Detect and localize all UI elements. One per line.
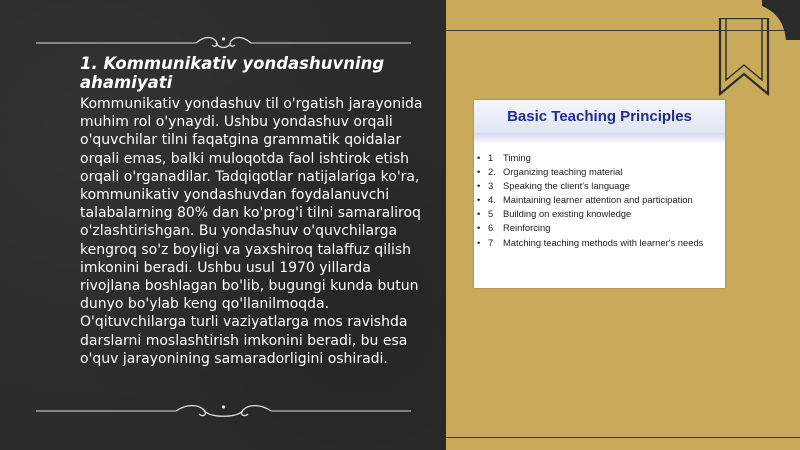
item-text: Timing [503,152,531,163]
bullet-icon: • [477,222,481,234]
item-text: Maintaining learner attention and participation [503,194,693,206]
item-text: Building on existing knowledge [503,208,632,220]
item-number: 3 [488,180,494,192]
bullet-icon: • [477,236,481,248]
bullet-icon: • [477,152,481,163]
item-number: 7 [488,236,494,248]
principles-list [474,152,719,251]
list-item [474,194,719,206]
slide-body-text: Kommunikativ yondashuv til o'rgatish jarayonida muhim rol o'ynaydi. Ushbu yondashuv orqali o'quvchilar tilni faqatgina grammatik qoidalar orqali emas, balki muloqotda faol ishtirok etish orqali o'rganadilar. Tadqiqotlar natijalariga ko'ra, kommunikativ yondashuvdan foydalanuvchi talabalarning 80% dan ko'prog'i tilni samaraliroq o'zlashtirishgan. Bu yondashuv o'quvchilarga kengroq so'z boyligi va yaxshiroq talaffuz qilish imkonini beradi. Ushbu usul 1970 yillarda rivojlana boshlagan bo'lib, bugungi kunda butun dunyo bo'ylab keng qo'llanilmoqda. O'qituvchilarga turli vaziyatlarga mos ravishda darslarni moslashtirish imkonini beradi, bu esa o'quv jarayonining samaradorligini oshiradi. [80,96,423,367]
scroll-flourish-icon [36,401,411,421]
bullet-icon: • [477,194,481,206]
list-item [474,166,719,178]
item-number: 5 [488,208,494,220]
list-item [474,237,719,249]
bullet-icon: • [477,208,481,220]
list-item [474,222,719,234]
item-text: Reinforcing [503,222,551,234]
item-text: Speaking the client's language [503,180,630,192]
scroll-flourish-icon [36,34,411,52]
item-text: Organizing teaching material [503,166,623,178]
item-number: 2. [488,166,496,178]
item-text: Matching teaching methods with learner's needs [503,236,704,248]
bullet-icon: • [477,180,481,192]
image-title: Basic Teaching Principles [507,108,692,125]
image-header [474,100,725,133]
item-number: 4. [488,194,496,206]
image-header-band [474,133,725,144]
item-number: 1 [488,152,494,163]
list-item [474,208,719,220]
item-number: 6 [488,222,494,234]
list-item [474,180,719,192]
slide-title: 1. Kommunikativ yondashuvning ahamiyati [80,54,385,92]
list-item [474,152,719,164]
corner-decoration [756,0,800,40]
bullet-icon: • [477,166,481,178]
divider-line [446,437,800,438]
teaching-principles-image [474,100,725,288]
